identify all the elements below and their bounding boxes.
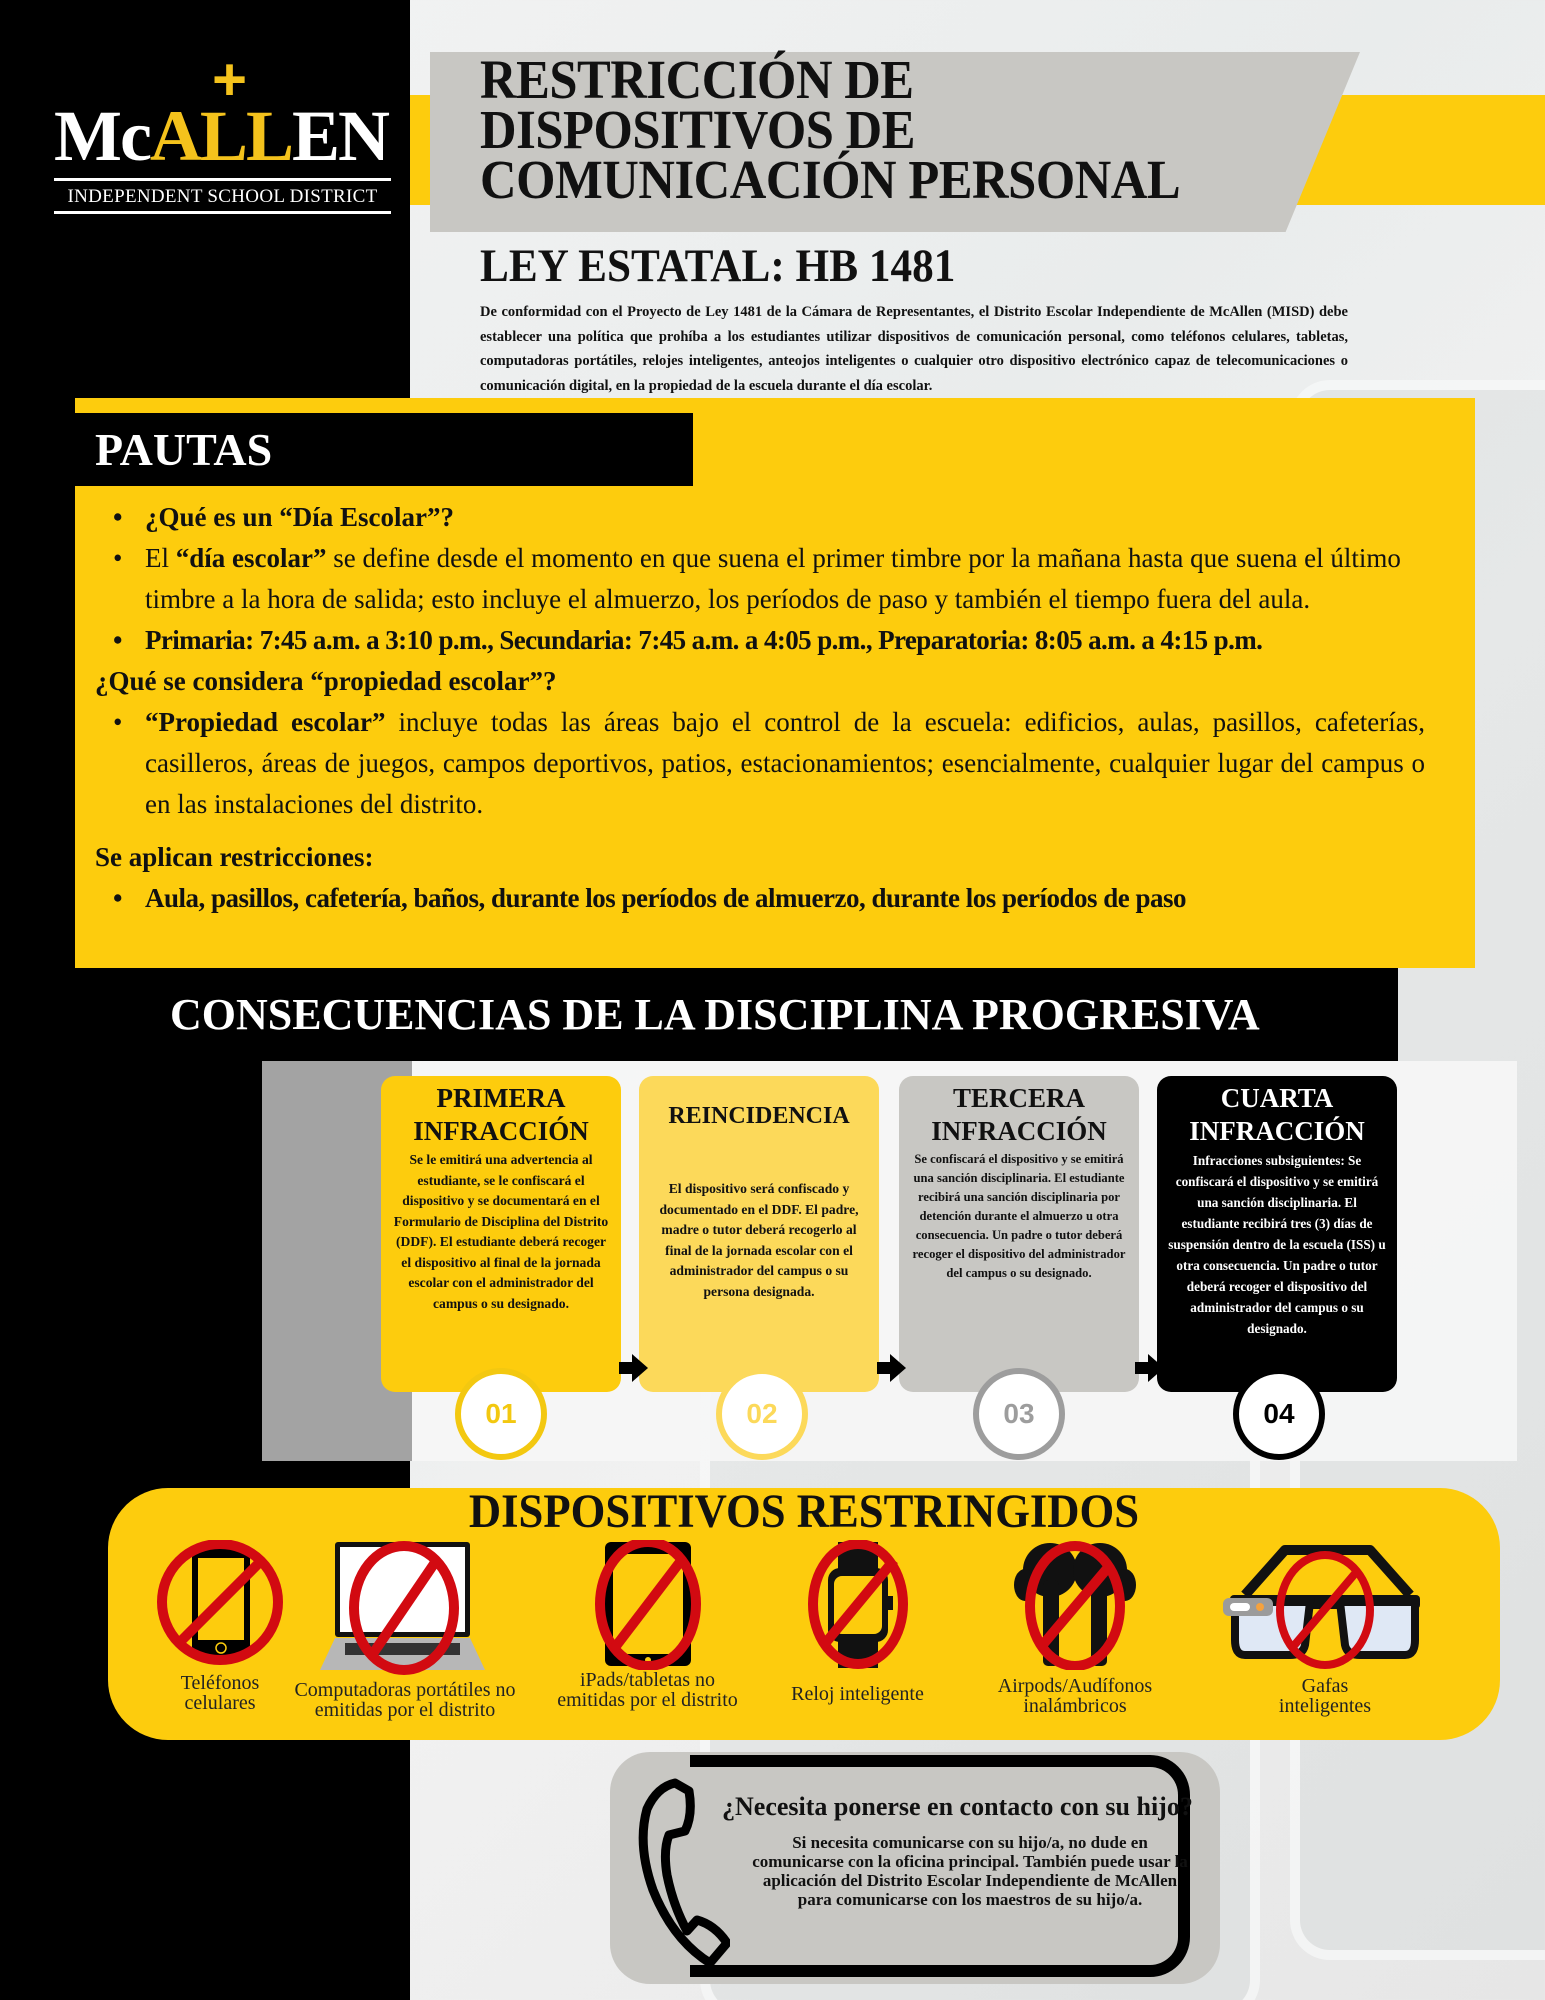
logo-subtitle: INDEPENDENT SCHOOL DISTRICT bbox=[67, 186, 378, 207]
contact-question: ¿Necesita ponerse en contacto con su hijo? bbox=[722, 1792, 1193, 1821]
step-title: PRIMERA INFRACCIÓN bbox=[413, 1083, 589, 1146]
device-item-smartwatch: Reloj inteligente bbox=[765, 1540, 950, 1704]
step-number-badge: 04 bbox=[1233, 1368, 1325, 1460]
prohibited-smartwatch-icon bbox=[788, 1540, 928, 1670]
logo-wordmark: McALLEN bbox=[54, 96, 388, 176]
prohibited-laptop-icon bbox=[310, 1540, 500, 1680]
restrictions-heading: Se aplican restricciones: bbox=[95, 842, 374, 872]
device-item-earbuds: Airpods/Audífonos inalámbricos bbox=[960, 1540, 1190, 1716]
school-property-question: ¿Qué se considera “propiedad escolar”? bbox=[95, 666, 557, 696]
law-subtitle: LEY ESTATAL: HB 1481 bbox=[480, 240, 956, 292]
prohibited-phone-icon bbox=[150, 1540, 290, 1665]
guidelines-heading: PAUTAS bbox=[75, 413, 693, 486]
prohibited-earbuds-icon bbox=[1005, 1540, 1145, 1670]
device-item-smart-glasses: Gafas inteligentes bbox=[1220, 1540, 1430, 1716]
page-title: RESTRICCIÓN DE DISPOSITIVOS DE COMUNICACIÓN PERSONAL bbox=[480, 49, 1181, 210]
step-card-first-offense bbox=[381, 1076, 621, 1392]
step-title: TERCERA INFRACCIÓN bbox=[931, 1083, 1107, 1146]
step-description: El dispositivo será confiscado y documentado en el DDF. El padre, madre o tutor deberá recogerlo al final de la jornada escolar con el administrador del campus o su persona designada. bbox=[659, 1181, 859, 1299]
restricted-areas: • Aula, pasillos, cafetería, baños, durante los períodos de almuerzo, durante los períodos de paso bbox=[95, 878, 1425, 919]
mcallen-isd-logo bbox=[52, 46, 397, 230]
school-day-question: • ¿Qué es un “Día Escolar”? bbox=[95, 497, 1425, 538]
device-item-phone: Teléfonos celulares bbox=[140, 1540, 300, 1713]
contact-description: Si necesita comunicarse con su hijo/a, no dude en comunicarse con la oficina principal. También puede usar la aplicación del Distrito Escolar Independiente de McAllen para comunicarse con los maestros de su hijo/a. bbox=[752, 1833, 1188, 1909]
device-item-laptop: Computadoras portátiles no emitidas por el distrito bbox=[275, 1540, 535, 1720]
step-title: CUARTA INFRACCIÓN bbox=[1189, 1083, 1365, 1146]
school-property-definition: • “Propiedad escolar” incluye todas las áreas bajo el control de la escuela: edificios, aulas, pasillos, cafeterías, casilleros, áreas de juegos, campos deportivos, patios, estacionamientos; esencialmente, cualquier lugar del campus o en las instalaciones del distrito. bbox=[95, 702, 1425, 825]
logo-rule-bottom bbox=[54, 211, 391, 214]
device-item-tablet: iPads/tabletas no emitidas por el distrito bbox=[540, 1540, 755, 1710]
step-description: Se confiscará el dispositivo y se emitirá una sanción disciplinaria. El estudiante recibirá una sanción disciplinaria por detención durante el almuerzo u otra consecuencia. Un padre o tutor deberá recoger el dispositivo del administrador del campus o su designado. bbox=[912, 1152, 1126, 1280]
step-description: Se le emitirá una advertencia al estudiante, se le confiscará el dispositivo y se documentará en el Formulario de Disciplina del Distrito (DDF). El estudiante deberá recoger el dispositivo al final de la jornada escolar con el administrador del campus o su designado. bbox=[393, 1152, 609, 1311]
guidelines-content bbox=[95, 497, 1425, 919]
step-number-badge: 02 bbox=[716, 1368, 808, 1460]
prohibited-tablet-icon bbox=[573, 1540, 723, 1670]
prohibited-smart-glasses-icon bbox=[1220, 1540, 1430, 1670]
consequences-heading: CONSECUENCIAS DE LA DISCIPLINA PROGRESIVA bbox=[138, 968, 1398, 1061]
phone-handset-icon bbox=[635, 1775, 730, 1970]
step-number-badge: 03 bbox=[973, 1368, 1065, 1460]
step-card-second-offense bbox=[639, 1076, 879, 1392]
step-description: Infracciones subsiguientes: Se confiscará el dispositivo y se emitirá una sanción disciplinaria. El estudiante recibirá tres (3) días de suspensión dentro de la escuela (ISS) u otra consecuencia. Un padre o tutor deberá recoger el dispositivo del administrador del campus o su designado. bbox=[1168, 1153, 1386, 1336]
logo-plus-icon: + bbox=[212, 46, 248, 113]
step-number-badge: 01 bbox=[455, 1368, 547, 1460]
step-card-third-offense bbox=[899, 1076, 1139, 1392]
restricted-devices-heading: DISPOSITIVOS RESTRINGIDOS bbox=[468, 1485, 1140, 1538]
logo-rule-top bbox=[54, 178, 391, 181]
step-title: REINCIDENCIA bbox=[668, 1103, 850, 1129]
school-schedule: • Primaria: 7:45 a.m. a 3:10 p.m., Secundaria: 7:45 a.m. a 4:05 p.m., Preparatoria: 8:05 a.m. a 4:15 p.m. bbox=[95, 620, 1425, 661]
school-day-definition: • El “día escolar” se define desde el momento en que suena el primer timbre por la mañana hasta que suena el último timbre a la hora de salida; esto incluye el almuerzo, los períodos de paso y también el tiempo fuera del aula. bbox=[95, 538, 1425, 620]
step-card-fourth-offense bbox=[1157, 1076, 1397, 1392]
intro-paragraph: De conformidad con el Proyecto de Ley 1481 de la Cámara de Representantes, el Distrito Escolar Independiente de McAllen (MISD) debe establecer una política que prohíba a los estudiantes utilizar dispositivos de comunicación personal, como teléfonos celulares, tabletas, computadoras portátiles, relojes inteligentes, anteojos inteligentes o cualquier otro dispositivo electrónico capaz de telecomunicaciones o comunicación digital, en la propiedad de la escuela durante el día escolar. bbox=[480, 304, 1348, 394]
